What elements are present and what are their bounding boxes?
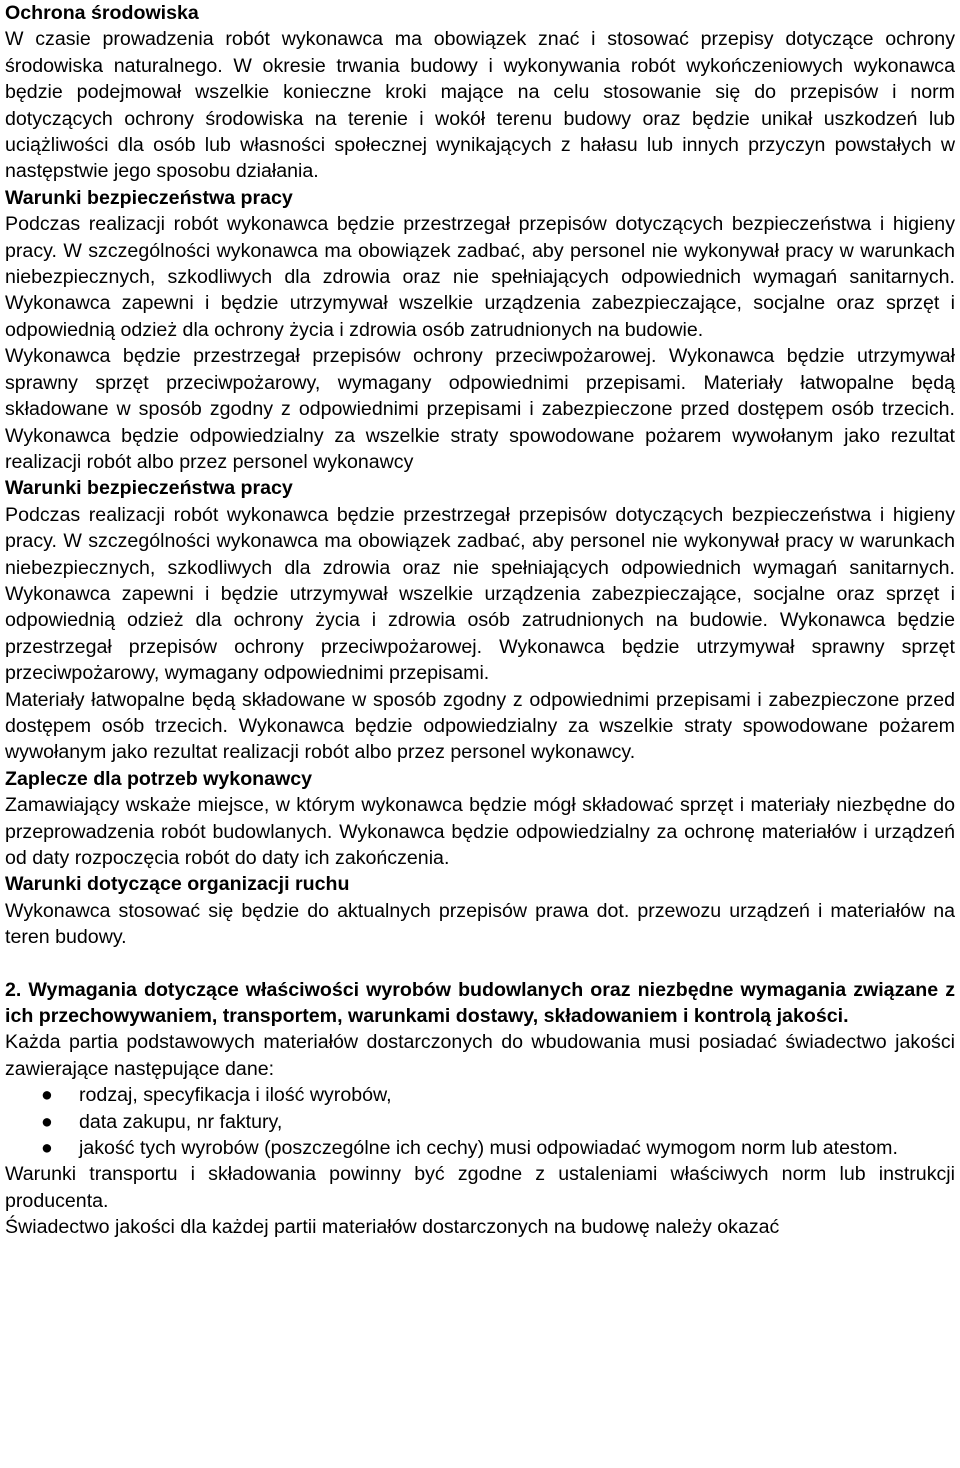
bullet-icon: ● (41, 1084, 53, 1107)
list-item-text: data zakupu, nr faktury, (79, 1110, 283, 1133)
list-item (41, 1135, 955, 1161)
paragraph-certificate-presentation: Świadectwo jakości dla każdej partii materiałów dostarczonych na budowę należy okazać (5, 1216, 780, 1239)
heading-work-safety-2: Warunki bezpieczeństwa pracy (5, 477, 293, 500)
section-number: 2. (5, 978, 22, 1001)
list-item-text: jakość tych wyrobów (poszczególne ich cechy) musi odpowiadać wymogom norm lub atestom. (79, 1137, 898, 1160)
paragraph-traffic-organization: Wykonawca stosować się będzie do aktualnych przepisów prawa dot. przewozu urządzeń i materiałów na teren budowy. (5, 899, 955, 949)
heading-contractor-facilities: Zaplecze dla potrzeb wykonawcy (5, 767, 313, 790)
list-item-text: rodzaj, specyfikacja i ilość wyrobów, (79, 1084, 392, 1107)
paragraph-environment-protection: W czasie prowadzenia robót wykonawca ma obowiązek znać i stosować przepisy dotyczące ochrony środowiska naturalnego. W okresie trwania budowy i wykonywania robót wykończeniowych wykonawca będzie podejmował wszelkie konieczne kroki mające na celu stosowanie się do przepisów i norm dotyczących ochrony środowiska na terenie i wokół terenu budowy oraz będzie unikał uszkodzeń lub uciążliwości dla osób lub własności społecznej wynikających z hałasu lub innych przyczyn powstałych w następstwie jego sposobu działania. (5, 28, 955, 183)
section-spacer (5, 951, 955, 977)
list-item (41, 1109, 955, 1135)
quality-data-list (5, 1082, 955, 1161)
paragraph-contractor-facilities: Zamawiający wskaże miejsce, w którym wykonawca będzie mógł składować sprzęt i materiały niezbędne do przeprowadzenia robót budowlanych. Wykonawca będzie odpowiedzialny za ochronę materiałów i urządzeń od daty rozpoczęcia robót do daty ich zakończenia. (5, 794, 955, 869)
numbered-section-heading (5, 977, 955, 1030)
list-item (41, 1082, 955, 1108)
bullet-icon: ● (41, 1110, 53, 1133)
heading-environment-protection: Ochrona środowiska (5, 2, 199, 24)
paragraph-work-safety-2a: Podczas realizacji robót wykonawca będzie przestrzegał przepisów dotyczących bezpieczeństwa i higieny pracy. W szczególności wykonawca ma obowiązek zadbać, aby personel nie wykonywał pracy w warunkach niebezpiecznych, szkodliwych dla zdrowia oraz nie spełniających odpowiednich wymagań sanitarnych. Wykonawca zapewni i będzie utrzymywał wszelkie urządzenia zabezpieczające, socjalne oraz sprzęt i odpowiednią odzież dla ochrony życia i zdrowia osób zatrudnionych na budowie. Wykonawca będzie przestrzegał przepisów ochrony przeciwpożarowej. Wykonawca będzie utrzymywał sprawny sprzęt przeciwpożarowy, wymagany odpowiednimi przepisami. (5, 503, 955, 685)
section-title: Wymagania dotyczące właściwości wyrobów budowlanych oraz niezbędne wymagania związane z ich przechowywaniem, transportem, warunkami dostawy, składowaniem i kontrolą jakości. (5, 978, 955, 1028)
paragraph-transport-storage: Warunki transportu i składowania powinny być zgodne z ustaleniami właściwych norm lub instrukcji producenta. (5, 1163, 955, 1212)
paragraph-quality-certificate-intro: Każda partia podstawowych materiałów dostarczonych do wbudowania musi posiadać świadectwo jakości zawierające następujące dane: (5, 1031, 955, 1080)
heading-traffic-organization: Warunki dotyczące organizacji ruchu (5, 873, 350, 896)
heading-work-safety-1: Warunki bezpieczeństwa pracy (5, 186, 293, 209)
paragraph-fire-protection-1: Wykonawca będzie przestrzegał przepisów ochrony przeciwpożarowej. Wykonawca będzie utrzymywał sprawny sprzęt przeciwpożarowy, wymagany odpowiednimi przepisami. Materiały łatwopalne będą składowane w sposób zgodny z odpowiednimi przepisami i zabezpieczone przed dostępem osób trzecich. Wykonawca będzie odpowiedzialny za wszelkie straty spowodowane pożarem wywołanym jako rezultat realizacji robót albo przez personel wykonawcy (5, 345, 955, 473)
paragraph-flammable-materials-2: Materiały łatwopalne będą składowane w sposób zgodny z odpowiednimi przepisami i zabezpieczone przed dostępem osób trzecich. Wykonawca będzie odpowiedzialny za wszelkie straty spowodowane pożarem wywołanym jako rezultat realizacji robót albo przez personel wykonawcy. (5, 688, 955, 764)
bullet-icon: ● (41, 1137, 53, 1160)
paragraph-work-safety-1a: Podczas realizacji robót wykonawca będzie przestrzegał przepisów dotyczących bezpieczeństwa i higieny pracy. W szczególności wykonawca ma obowiązek zadbać, aby personel nie wykonywał pracy w warunkach niebezpiecznych, szkodliwych dla zdrowia oraz nie spełniających odpowiednich wymagań sanitarnych. Wykonawca zapewni i będzie utrzymywał wszelkie urządzenia zabezpieczające, socjalne oraz sprzęt i odpowiednią odzież dla ochrony życia i zdrowia osób zatrudnionych na budowie. (5, 213, 955, 341)
